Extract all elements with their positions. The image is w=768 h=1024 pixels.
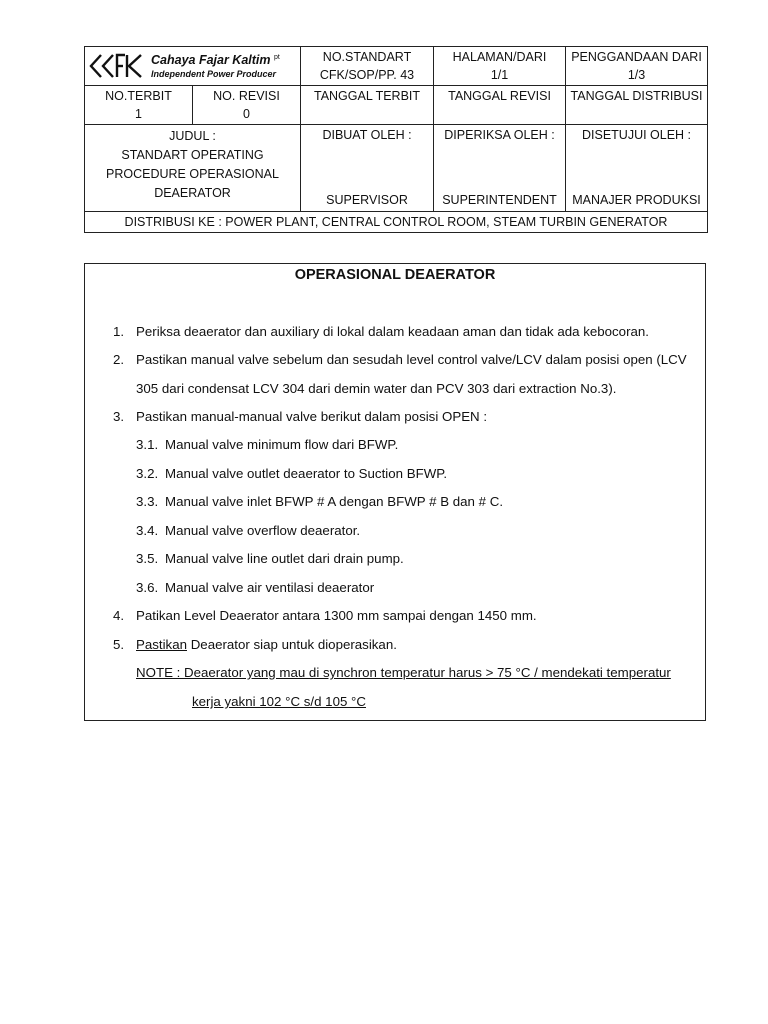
company-logo <box>89 51 296 80</box>
no-revisi-label: NO. REVISI <box>213 89 280 103</box>
substep-text: Manual valve air ventilasi deaerator <box>165 580 375 595</box>
step-2-text-line-1: Pastikan manual valve sebelum dan sesudah level control valve/LCV dalam posisi open (LCV <box>136 352 687 367</box>
company-suffix: pt <box>273 54 280 62</box>
step-4-text: Patikan Level Deaerator antara 1300 mm sampai dengan 1450 mm. <box>136 608 537 623</box>
procedure-title: OPERASIONAL DEAERATOR <box>294 267 496 283</box>
tanggal-terbit-cell: TANGGAL TERBIT <box>301 86 434 125</box>
disetujui-oleh-label: DISETUJUI OLEH : <box>581 128 692 142</box>
no-standart-label: NO.STANDART <box>322 50 412 64</box>
halaman-value: 1/1 <box>490 68 509 82</box>
diperiksa-oleh-role: SUPERINTENDENT <box>442 193 557 207</box>
step-5-number: 5. <box>113 637 125 652</box>
step-5-keyword: Pastikan <box>136 637 187 652</box>
dibuat-oleh-cell <box>301 125 434 212</box>
step-3-number: 3. <box>113 409 125 424</box>
document-header-table <box>84 46 708 233</box>
penggandaan-value: 1/3 <box>627 68 646 82</box>
step-2-text-line-2: 305 dari condensat LCV 304 dari demin water dan PCV 303 dari extraction No.3). <box>136 381 617 396</box>
note-line-2: kerja yakni 102 °C s/d 105 °C <box>192 694 366 709</box>
judul-value: STANDART OPERATING PROCEDURE OPERASIONAL DEAERATOR <box>106 148 279 200</box>
no-terbit-label: NO.TERBIT <box>105 89 172 103</box>
no-standart-value: CFK/SOP/PP. 43 <box>319 68 415 82</box>
disetujui-oleh-role: MANAJER PRODUKSI <box>572 193 701 207</box>
penggandaan-label: PENGGANDAAN DARI <box>571 50 702 64</box>
step-4-number: 4. <box>113 608 125 623</box>
step-1-number: 1. <box>113 324 125 339</box>
substep-text: Manual valve line outlet dari drain pump. <box>165 551 404 566</box>
halaman-label: HALAMAN/DARI <box>452 50 547 64</box>
substep-number: 3.4. <box>136 523 159 538</box>
dibuat-oleh-label: DIBUAT OLEH : <box>322 128 412 142</box>
no-terbit-cell <box>85 86 193 125</box>
tanggal-distribusi-cell: TANGGAL DISTRIBUSI <box>566 86 708 125</box>
dibuat-oleh-role: SUPERVISOR <box>326 193 408 207</box>
cfk-logo-icon <box>89 52 147 80</box>
tanggal-revisi-cell: TANGGAL REVISI <box>434 86 566 125</box>
substep-text: Manual valve outlet deaerator to Suction BFWP. <box>165 466 448 481</box>
no-revisi-cell <box>193 86 301 125</box>
company-logo-cell <box>85 47 301 86</box>
penggandaan-cell <box>566 47 708 86</box>
disetujui-oleh-cell <box>566 125 708 212</box>
substep-text: Manual valve minimum flow dari BFWP. <box>165 437 399 452</box>
substep-number: 3.3. <box>136 494 159 509</box>
step-5-rest: Deaerator siap untuk dioperasikan. <box>187 637 397 652</box>
company-tagline: Independent Power Producer <box>151 68 277 79</box>
no-revisi-value: 0 <box>243 107 250 121</box>
judul-label: JUDUL : <box>169 129 216 143</box>
halaman-cell <box>434 47 566 86</box>
step-1-text: Periksa deaerator dan auxiliary di lokal dalam keadaan aman dan tidak ada kebocoran. <box>136 324 649 339</box>
step-5-text <box>136 637 397 652</box>
company-name: Cahaya Fajar Kaltim <box>151 53 271 68</box>
diperiksa-oleh-cell <box>434 125 566 212</box>
procedure-box <box>84 263 706 721</box>
substep-number: 3.2. <box>136 466 159 481</box>
substep-number: 3.6. <box>136 580 159 595</box>
note-line-1: NOTE : Deaerator yang mau di synchron temperatur harus > 75 °C / mendekati temperatur <box>136 665 671 680</box>
diperiksa-oleh-label: DIPERIKSA OLEH : <box>444 128 555 142</box>
no-standart-cell <box>301 47 434 86</box>
judul-cell <box>85 125 301 212</box>
substep-text: Manual valve inlet BFWP # A dengan BFWP # B dan # C. <box>165 494 504 509</box>
substep-number: 3.5. <box>136 551 159 566</box>
no-terbit-value: 1 <box>135 107 142 121</box>
substep-text: Manual valve overflow deaerator. <box>165 523 361 538</box>
substep-number: 3.1. <box>136 437 159 452</box>
step-3-text: Pastikan manual-manual valve berikut dalam posisi OPEN : <box>136 409 488 424</box>
distribusi-cell: DISTRIBUSI KE : POWER PLANT, CENTRAL CONTROL ROOM, STEAM TURBIN GENERATOR <box>85 212 708 233</box>
step-2-number: 2. <box>113 352 125 367</box>
